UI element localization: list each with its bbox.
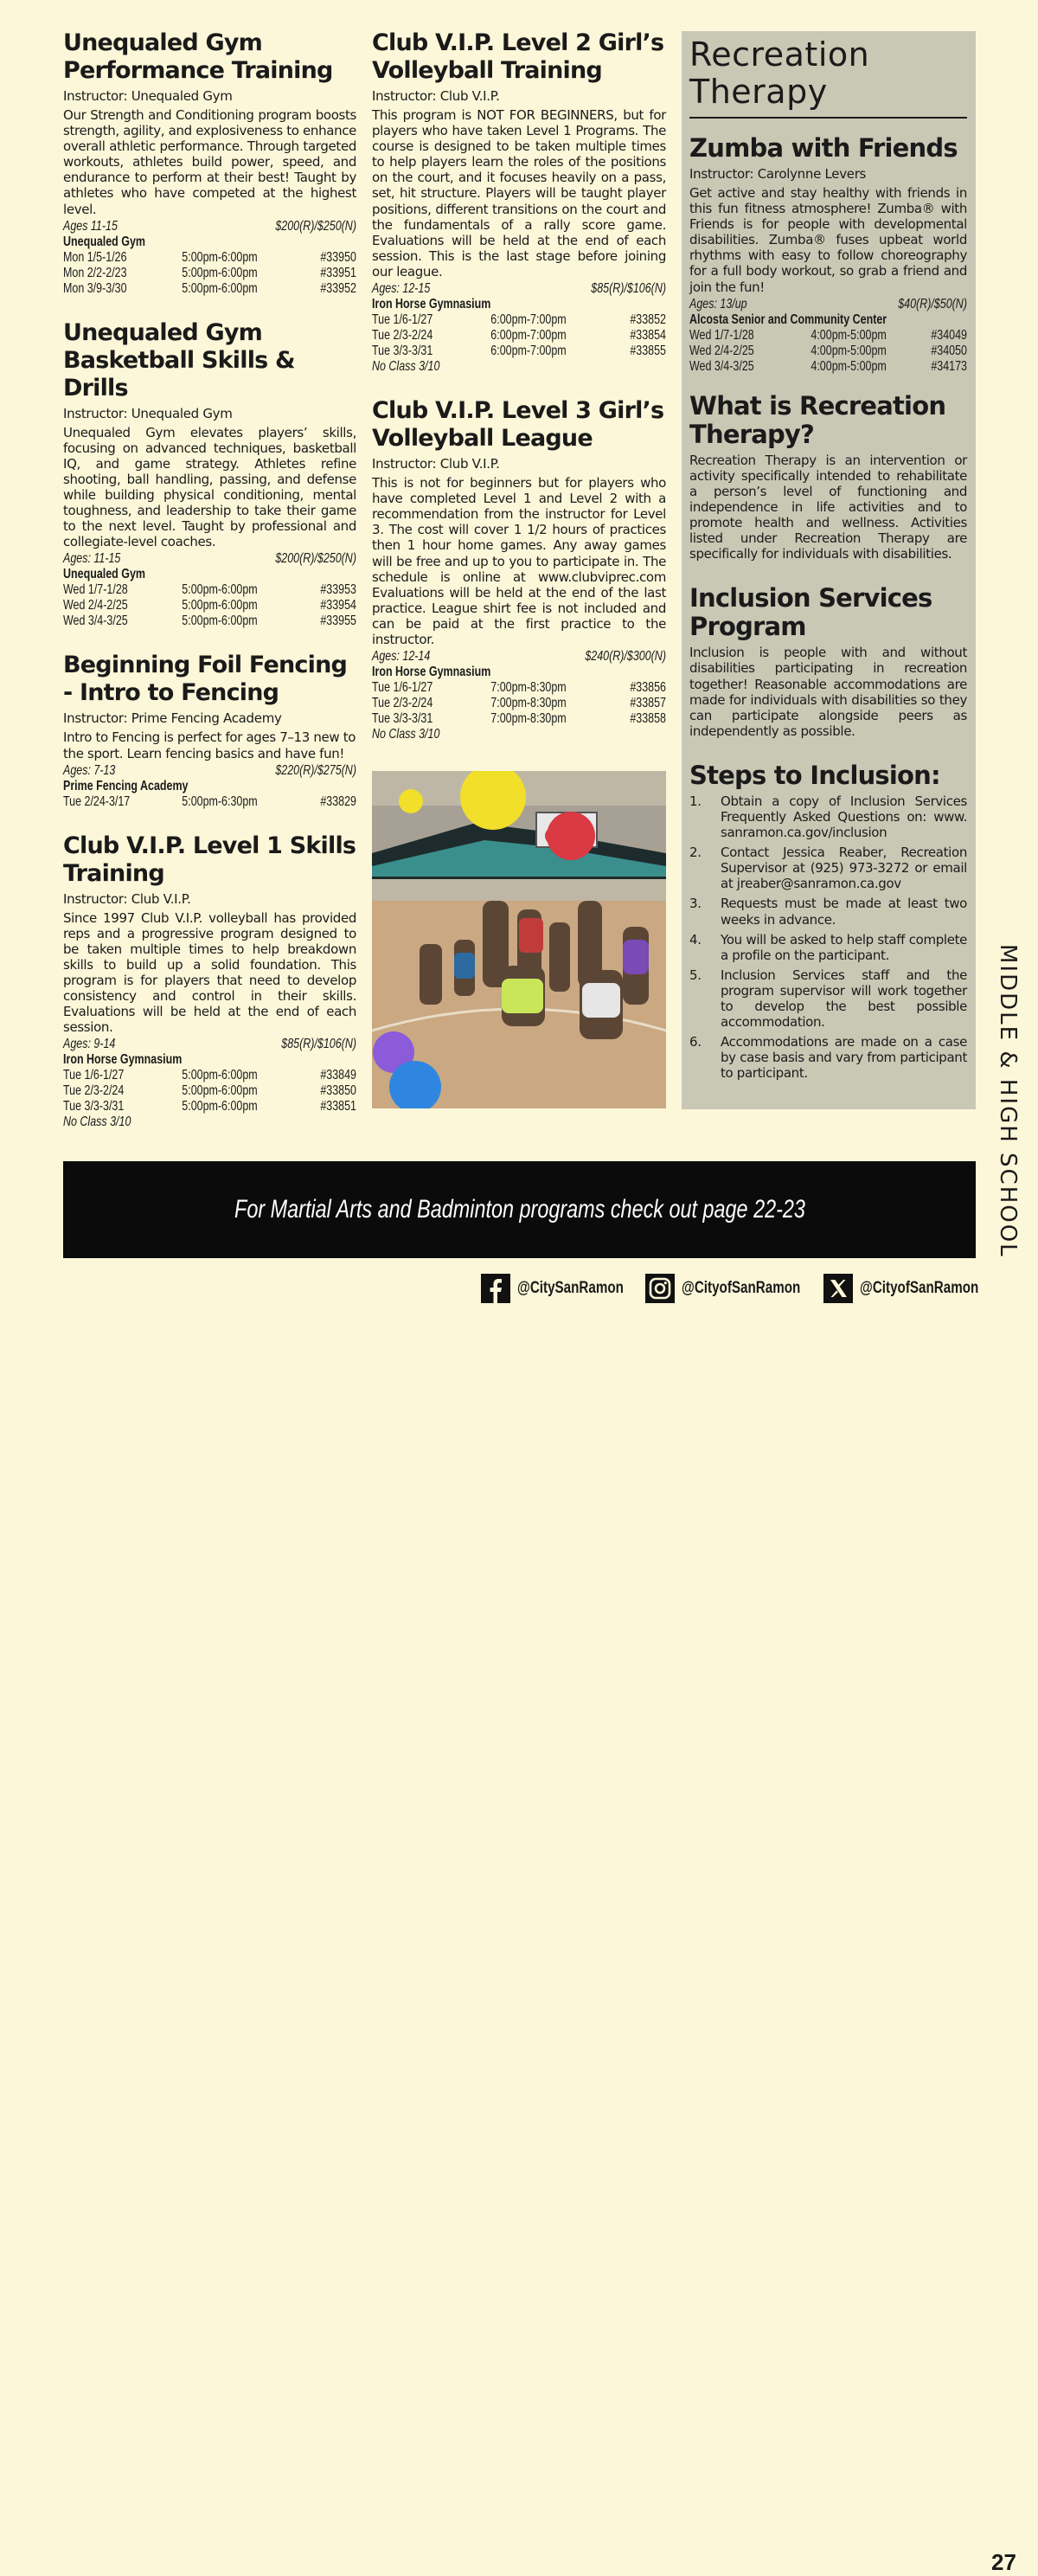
inclusion-services <box>689 584 967 739</box>
program-zumba <box>689 134 967 375</box>
program-fee: $40(R)/$50(N) <box>898 296 967 312</box>
program-schedule <box>372 281 666 375</box>
program-schedule <box>63 1037 356 1130</box>
program-fee: $200(R)/$250(N) <box>275 218 356 234</box>
middle-column <box>372 29 666 765</box>
session-row: Tue 2/24-3/17 5:00pm-6:30pm #33829 <box>63 793 356 809</box>
list-item: 4. You will be asked to help staff complete a profile on the participant. <box>689 931 967 963</box>
program-ages: Ages: 7-13 <box>63 762 116 778</box>
program-vip-level3 <box>372 397 666 742</box>
banner-text: For Martial Arts and Badminton programs check out page 22-23 <box>234 1195 805 1224</box>
page-number: 27 <box>991 2549 1016 2575</box>
session-row: Tue 2/3-2/24 6:00pm-7:00pm #33854 <box>372 328 666 344</box>
program-vip-level2 <box>372 29 666 375</box>
no-class-note: No Class 3/10 <box>372 359 440 375</box>
session-row: Mon 1/5-1/26 5:00pm-6:00pm #33950 <box>63 249 356 265</box>
no-class-note: No Class 3/10 <box>63 1115 131 1130</box>
steps-to-inclusion <box>689 761 967 1082</box>
program-location: Iron Horse Gymnasium <box>372 297 491 312</box>
program-description: Intro to Fencing is perfect for ages 7–13 new to the sport. Learn fencing basics and have fun! <box>63 729 356 761</box>
program-ages: Ages: 12-15 <box>372 281 431 297</box>
program-instructor: Instructor: Club V.I.P. <box>372 88 500 104</box>
program-description: Get active and stay healthy with friends in this fun fitness atmosphere! Zumba® with Friends is for people with developmental disabilities. Zumba® fuses upbeat world rhythms with easy to follow choreography for a full body workout, so grab a friend and join the fun! <box>689 185 967 295</box>
program-ages: Ages: 9-14 <box>63 1037 116 1052</box>
program-basketball-skills <box>63 319 356 630</box>
program-fee: $85(R)/$106(N) <box>281 1037 356 1052</box>
what-is-rec-therapy <box>689 392 967 562</box>
program-description: This is not for beginners but for players who have completed Level 1 and Level 2 with a recommendation from the instructor for Level 3. The cost will cover 1 1/2 hours of practices then 1 hour home games. Any away games will be free and up to you to participate in. The schedule is online at www.clubviprec.com Evaluations will be held at the end of the last practice. League shirt fee is not included and can be paid at the first practice to the instructor. <box>372 475 666 647</box>
session-row: Mon 3/9-3/30 5:00pm-6:00pm #33952 <box>63 280 356 296</box>
program-title: Unequaled Gym Performance Training <box>63 29 333 84</box>
session-row: Mon 2/2-2/23 5:00pm-6:00pm #33951 <box>63 265 356 280</box>
session-row: Tue 1/6-1/27 7:00pm-8:30pm #33856 <box>372 680 666 696</box>
instagram-link[interactable] <box>645 1274 830 1303</box>
x-handle: @CityofSanRamon <box>860 1279 979 1297</box>
panel-title: Recreation Therapy <box>689 36 967 119</box>
session-row: Wed 2/4-2/25 5:00pm-6:00pm #33954 <box>63 598 356 613</box>
program-location: Alcosta Senior and Community Center <box>689 312 887 327</box>
program-schedule <box>372 649 666 742</box>
program-title: Club V.I.P. Level 1 Skills Training <box>63 832 356 887</box>
section-side-tab <box>989 939 1027 1262</box>
session-row: Tue 3/3-3/31 5:00pm-6:00pm #33851 <box>63 1099 356 1115</box>
facebook-icon <box>481 1274 510 1303</box>
footer <box>0 1274 1038 2575</box>
program-fee: $240(R)/$300(N) <box>585 649 666 665</box>
session-row: Wed 1/7-1/28 4:00pm-5:00pm #34049 <box>689 327 967 343</box>
program-description: Our Strength and Conditioning program boosts strength, agility, and explosiveness to enhance overall athletic performance. Through targeted workouts, athletes build power, speed, and endurance to perform at their best! Taught by athletes who have competed at the highest level. <box>63 107 356 217</box>
left-column <box>63 29 356 1153</box>
program-location: Unequaled Gym <box>63 567 146 582</box>
program-description: Since 1997 Club V.I.P. volleyball has provided reps and a progressive program designed to be taken multiple times to help breakdown skills to build up a solid foundation. This program is for players that need to develop consistency and control in their skills. Evaluations will be held at the end of each session. <box>63 909 356 1036</box>
session-row: Tue 2/3-2/24 7:00pm-8:30pm #33857 <box>372 696 666 711</box>
program-description: This program is NOT FOR BEGINNERS, but for players who have taken Level 1 Programs. The course is designed to be taken multiple times to help players learn the roles of the positions on the court, and it focuses heavily on a pass, set, hit structure. Players will be taught player positions, different transitions on the court and the fundamentals of a rally score game. Evaluations will be held at the end of each session. This is the last stage before joining our league. <box>372 107 666 279</box>
session-row: Tue 2/3-2/24 5:00pm-6:00pm #33850 <box>63 1083 356 1099</box>
list-item: 2. Contact Jessica Reaber, Recreation Supervisor at (925) 973-3272 or email at jreaber@sanramon.ca.gov <box>689 845 967 892</box>
session-row: Tue 1/6-1/27 5:00pm-6:00pm #33849 <box>63 1068 356 1083</box>
list-item: 5. Inclusion Services staff and the program supervisor will work together to develop the best possible accommodation. <box>689 967 967 1031</box>
session-row: Tue 3/3-3/31 6:00pm-7:00pm #33855 <box>372 344 666 359</box>
facebook-handle: @CitySanRamon <box>517 1279 624 1297</box>
x-link[interactable] <box>823 1274 1009 1303</box>
program-ages: Ages: 12-14 <box>372 649 431 665</box>
program-location: Iron Horse Gymnasium <box>372 665 491 680</box>
program-description: Unequaled Gym elevates players’ skills, focusing on advanced techniques, basketball IQ, and game strategy. Athletes refine shooting, ball handling, passing, and defense while building physical conditioning, mental toughness, and leadership to take their game to the next level. Taught by professional and collegiate-level coaches. <box>63 424 356 550</box>
program-instructor: Instructor: Unequaled Gym <box>63 88 233 104</box>
x-icon <box>823 1274 853 1303</box>
program-fee: $220(R)/$275(N) <box>275 762 356 778</box>
session-row: Wed 1/7-1/28 5:00pm-6:00pm #33953 <box>63 582 356 598</box>
program-location: Unequaled Gym <box>63 234 146 249</box>
program-location: Prime Fencing Academy <box>63 778 189 793</box>
program-title: Unequaled Gym Basketball Skills & Drills <box>63 318 295 401</box>
program-location: Iron Horse Gymnasium <box>63 1052 183 1068</box>
list-item: 1. Obtain a copy of Inclusion Services Frequently Asked Questions on: www. sanramon.ca.gov/inclusion <box>689 793 967 841</box>
program-title: Zumba with Friends <box>689 133 958 163</box>
program-instructor: Instructor: Carolynne Levers <box>689 166 867 182</box>
session-row: Tue 1/6-1/27 6:00pm-7:00pm #33852 <box>372 312 666 328</box>
steps-list <box>689 793 967 1082</box>
list-item: 3. Requests must be made at least two weeks in advance. <box>689 896 967 928</box>
gym-photo-illustration <box>372 771 666 1108</box>
program-performance-training <box>63 29 356 297</box>
no-class-note: No Class 3/10 <box>372 727 440 742</box>
program-instructor: Instructor: Unequaled Gym <box>63 405 233 421</box>
section-title: What is Recreation Therapy? <box>689 390 946 449</box>
program-vip-level1 <box>63 832 356 1131</box>
side-tab-label: MIDDLE & HIGH SCHOOL <box>995 943 1021 1258</box>
session-row: Wed 3/4-3/25 5:00pm-6:00pm #33955 <box>63 613 356 629</box>
section-title: Steps to Inclusion: <box>689 760 940 790</box>
program-schedule <box>63 219 356 297</box>
program-instructor: Instructor: Club V.I.P. <box>372 456 500 472</box>
program-title: Club V.I.P. Level 3 Girl’s Volleyball League <box>372 397 664 453</box>
session-row: Wed 2/4-2/25 4:00pm-5:00pm #34050 <box>689 343 967 358</box>
gym-photo <box>372 771 666 1108</box>
program-ages: Ages 11-15 <box>63 218 118 234</box>
section-description: Recreation Therapy is an intervention or activity specifically intended to rehabilitate a person’s level of functioning and independence in life activities and to promote health and wellness. Activities listed under Recreation Therapy are specifically for individuals with disabilities. <box>689 452 967 562</box>
program-ages: Ages: 13/up <box>689 296 747 312</box>
program-title: Beginning Foil Fencing - Intro to Fencing <box>63 652 348 707</box>
instagram-icon <box>645 1274 675 1303</box>
session-row: Tue 3/3-3/31 7:00pm-8:30pm #33858 <box>372 711 666 727</box>
program-instructor: Instructor: Club V.I.P. <box>63 890 191 907</box>
program-fee: $85(R)/$106(N) <box>591 281 666 297</box>
program-schedule <box>63 763 356 810</box>
program-instructor: Instructor: Prime Fencing Academy <box>63 710 282 727</box>
program-title: Club V.I.P. Level 2 Girl’s Volleyball Training <box>372 29 664 84</box>
list-item: 6. Accommodations are made on a case by case basis and vary from participant to participant. <box>689 1034 967 1082</box>
section-description: Inclusion is people with and without disabilities participating in recreation together! Reasonable accommodations are made for individuals with disabilities so they can participate alongside peers as independently as possible. <box>689 645 967 739</box>
facebook-link[interactable] <box>481 1274 650 1303</box>
program-schedule <box>63 551 356 629</box>
recreation-therapy-panel <box>682 31 976 1109</box>
martial-arts-banner <box>63 1161 976 1258</box>
program-fee: $200(R)/$250(N) <box>275 551 356 567</box>
instagram-handle: @CityofSanRamon <box>682 1279 801 1297</box>
section-title: Inclusion Services Program <box>689 583 932 642</box>
session-row: Wed 3/4-3/25 4:00pm-5:00pm #34173 <box>689 358 967 374</box>
program-ages: Ages: 11-15 <box>63 551 121 567</box>
program-schedule <box>689 297 967 375</box>
program-foil-fencing <box>63 652 356 809</box>
